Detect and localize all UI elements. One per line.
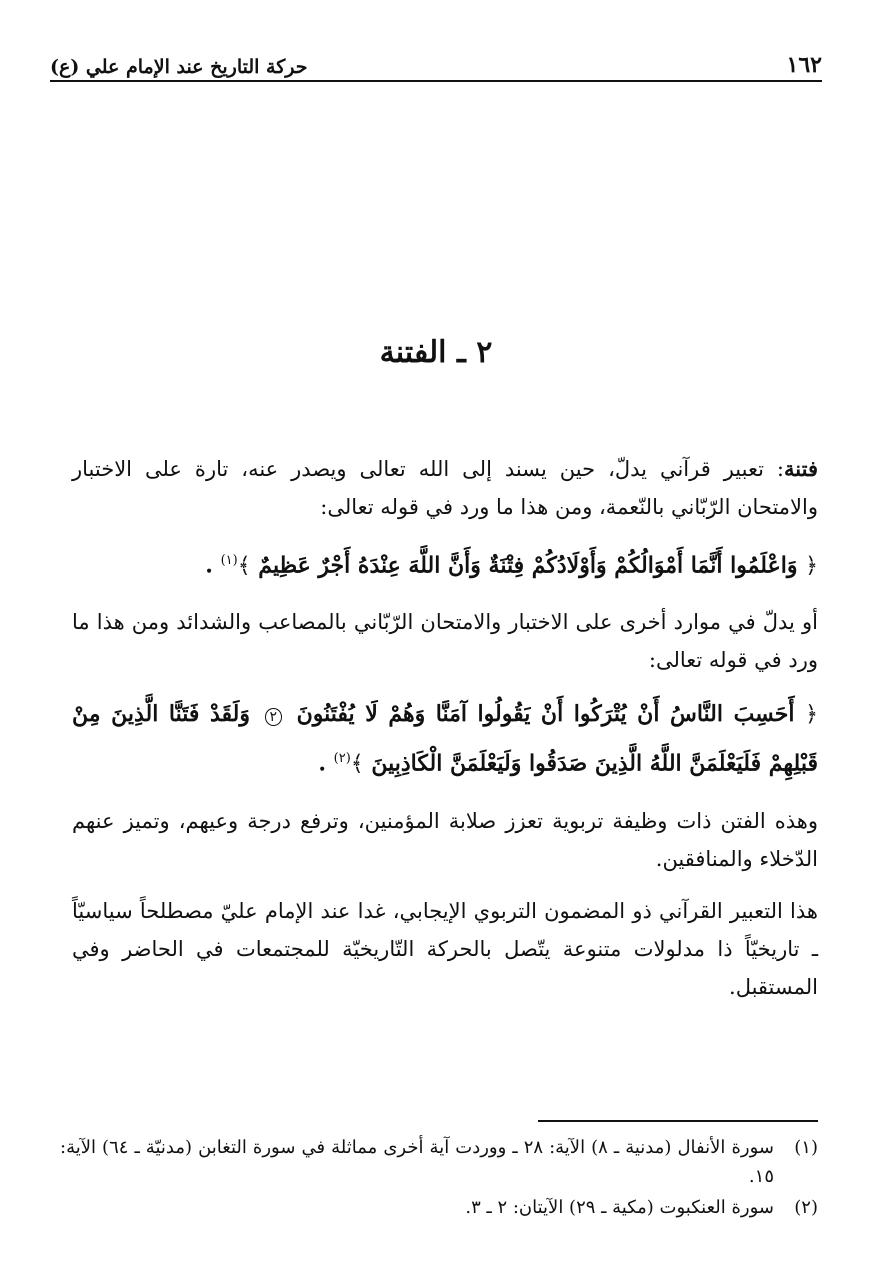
footnotes (60, 1133, 818, 1224)
body-text (72, 450, 818, 1020)
verse-number-marker: ٢ (265, 708, 283, 726)
verse-open-bracket: ﴿ (805, 553, 818, 579)
quran-verse-1 (72, 540, 818, 587)
paragraph-2: أو يدلّ في موارد أخرى على الاختبار والامتحان الرّبّاني بالمصاعب والشدائد ومن هذا ما ورد في قوله تعالى: (72, 610, 818, 673)
verse-1-end: . (205, 552, 213, 579)
footnote-number: (١) (794, 1137, 818, 1158)
lead-word: فتنة (784, 456, 818, 481)
footnote-text: سورة الأنفال (مدنية ـ ٨) الآية: ٢٨ ـ ووردت آية أخرى مماثلة في سورة التغابن (مدنيّة ـ ٦٤) الآية: ١٥. (60, 1137, 774, 1187)
running-header (50, 38, 822, 78)
paragraph-1-text: : تعبير قرآني يدلّ، حين يسند إلى الله تعالى ويصدر عنه، تارة على الاختبار والامتحان الرّبّاني بالنّعمة، ومن هذا ما ورد في قوله تعالى: (72, 457, 818, 519)
paragraph-3: وهذه الفتن ذات وظيفة تربوية تعزز صلابة المؤمنين، وترفع درجة وعيهم، وتميز عنهم الدّخلاء والمنافقين. (72, 808, 818, 871)
verse-open-bracket: ﴿ (805, 702, 818, 728)
footnote-rule (538, 1120, 818, 1122)
page-number: ١٦٢ (786, 52, 822, 78)
paragraph-4: هذا التعبير القرآني ذو المضمون التربوي الإيجابي، غدا عند الإمام عليّ مصطلحاً سياسيّاً ـ تاريخيّاً ذا مدلولات متنوعة يتّصل بالحركة التّاريخيّة للمجتمعات في الحاضر وفي المستقبل. (72, 898, 818, 999)
running-header-title: حركة التاريخ عند الإمام علي (ع) (50, 56, 308, 78)
verse-2-end: . (318, 750, 326, 777)
footnote-text: سورة العنكبوت (مكية ـ ٢٩) الآيتان: ٢ ـ ٣. (465, 1197, 774, 1218)
footnote-2 (60, 1193, 818, 1222)
verse-close-bracket: ﴾ (237, 553, 251, 579)
verse-2-part-1: أَحَسِبَ النَّاسُ أَنْ يُتْرَكُوا أَنْ يَقُولُوا آمَنَّا وَهُمْ لَا يُفْتَنُونَ (296, 701, 795, 728)
header-rule (50, 80, 822, 82)
verse-2-part-2: وَلَقَدْ فَتَنَّا الَّذِينَ مِنْ قَبْلِهِمْ فَلَيَعْلَمَنَّ اللَّهُ الَّذِينَ صَدَقُوا وَلَيَعْلَمَنَّ الْكَاذِبِينَ (72, 701, 818, 777)
footnote-1 (60, 1133, 818, 1191)
paragraph-1 (72, 450, 818, 526)
verse-1-text: وَاعْلَمُوا أَنَّمَا أَمْوَالُكُمْ وَأَوْلَادُكُمْ فِتْنَةٌ وَأَنَّ اللَّهَ عِنْدَهُ أَجْرٌ عَظِيمٌ (258, 552, 798, 579)
footnote-number: (٢) (794, 1197, 818, 1218)
verse-close-bracket: ﴾ (350, 751, 364, 777)
footnote-ref-2[interactable]: (٢) (333, 751, 351, 767)
chapter-title: ٢ ـ الفتنة (379, 335, 493, 370)
quran-verse-2 (72, 693, 818, 785)
footnote-ref-1[interactable]: (١) (220, 553, 238, 568)
